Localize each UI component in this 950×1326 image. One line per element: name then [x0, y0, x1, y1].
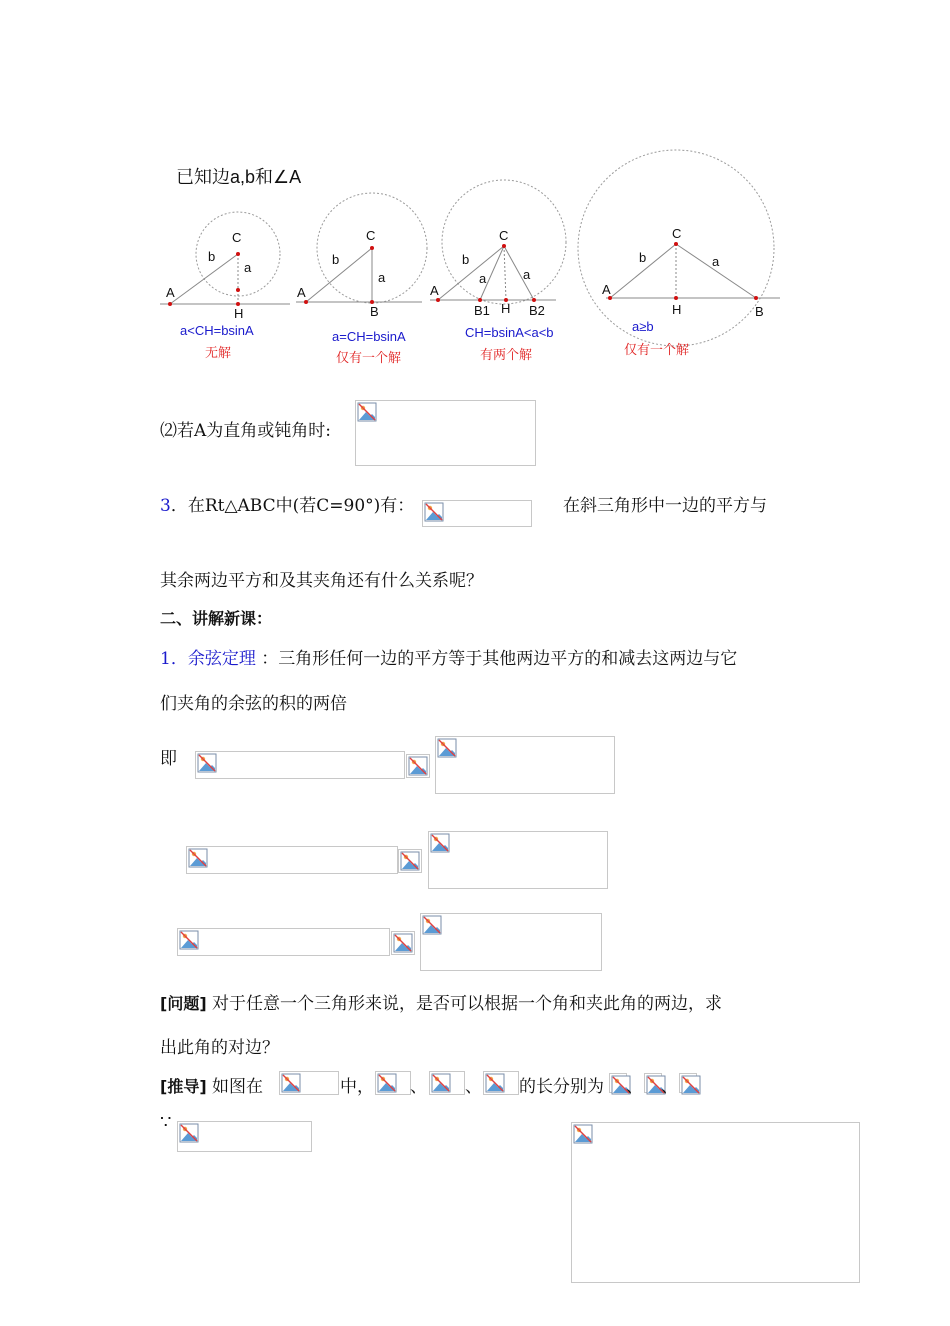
- theorem-line: [160, 644, 737, 669]
- item3-line: [160, 491, 414, 516]
- because-symbol: ∵: [160, 1112, 172, 1133]
- caption-case2-result: 仅有一个解: [336, 350, 402, 365]
- question-line: [160, 989, 722, 1014]
- triangle-figure-image: [571, 1122, 860, 1283]
- diagram-case1: [160, 230, 290, 321]
- label-C: C: [672, 226, 682, 241]
- formula-image: [186, 846, 398, 874]
- question-text: 对于任意一个三角形来说，是否可以根据一个角和夹此角的两边，求: [212, 994, 723, 1014]
- label-a1: a: [479, 271, 487, 286]
- label-A: A: [166, 285, 175, 300]
- derivation-text3: 的长分别为: [519, 1077, 604, 1097]
- item3-tail: 在斜三角形中一边的平方与: [563, 496, 767, 516]
- formula-image: [422, 500, 532, 527]
- triangle-cases-figure: [160, 140, 800, 380]
- question-tag: [问题]: [160, 994, 207, 1013]
- broken-image-icon: [573, 1124, 593, 1144]
- diagram-case3: [430, 228, 556, 318]
- caption-case2-condition: a=CH=bsinA: [332, 329, 406, 344]
- caption-case4-condition: a≥b: [632, 319, 654, 334]
- caption-case1-result: 无解: [205, 345, 232, 360]
- broken-image-icon: [179, 1123, 199, 1143]
- item3-text: ．在Rt△ABC中(若C=90°)有：: [170, 496, 415, 516]
- label-B2: B2: [529, 303, 545, 318]
- derivation-text1: 如图在: [212, 1077, 264, 1097]
- broken-image-icon: [408, 756, 428, 776]
- derivation-line: [160, 1072, 263, 1097]
- caption-case4-result: 仅有一个解: [624, 342, 690, 357]
- formula-image: [483, 1071, 519, 1095]
- label-B1: B1: [474, 303, 490, 318]
- figure-title: 已知边a,b和∠A: [176, 167, 302, 187]
- formula-image: [435, 736, 615, 794]
- broken-image-icon: [377, 1073, 397, 1093]
- formula-image: [429, 1071, 465, 1095]
- label-C: C: [499, 228, 509, 243]
- broken-image-icon: [437, 738, 457, 758]
- label-H: H: [234, 306, 244, 321]
- label-a2: a: [523, 267, 531, 282]
- ji-label: 即: [160, 749, 177, 769]
- caption-case3-result: 有两个解: [480, 347, 533, 362]
- formula-image: [355, 400, 536, 466]
- label-b: b: [639, 250, 647, 265]
- question-continuation: 出此角的对边？: [160, 1038, 279, 1058]
- diagram-case2: [296, 228, 422, 319]
- label-b: b: [332, 252, 340, 267]
- broken-image-icon: [430, 833, 450, 853]
- case2-line: ⑵若A为直角或钝角时:: [160, 421, 332, 441]
- caption-case1-condition: a<CH=bsinA: [180, 323, 254, 338]
- label-a: a: [712, 254, 720, 269]
- label-A: A: [297, 285, 306, 300]
- label-H: H: [501, 301, 511, 316]
- broken-image-icon: [485, 1073, 505, 1093]
- broken-image-icon: [422, 915, 442, 935]
- theorem-text: ：三角形任何一边的平方等于其他两边平方的和减去这两边与它: [261, 649, 738, 669]
- label-A: A: [430, 283, 439, 298]
- formula-image: [195, 751, 405, 779]
- label-A: A: [602, 282, 611, 297]
- item3-number: 3: [160, 496, 171, 516]
- formula-image: [375, 1071, 411, 1095]
- broken-image-icon: [400, 851, 420, 871]
- broken-image-icon: [431, 1073, 451, 1093]
- derivation-tag: [推导]: [160, 1077, 207, 1096]
- formula-image: [406, 754, 430, 778]
- formula-image: [177, 928, 390, 956]
- broken-image-icon: [393, 933, 413, 953]
- derivation-sep2: 、: [465, 1077, 482, 1097]
- theorem-dot: ．: [170, 649, 188, 669]
- theorem-continuation: 们夹角的余弦的积的两倍: [160, 694, 347, 714]
- broken-image-icon: [357, 402, 377, 422]
- formula-image: [398, 849, 422, 873]
- broken-image-icon: [197, 753, 217, 773]
- label-B: B: [755, 304, 764, 319]
- caption-case3-condition: CH=bsinA<a<b: [465, 325, 554, 340]
- derivation-sep1: 、: [410, 1077, 427, 1097]
- derivation-sep3: 、: [626, 1077, 643, 1097]
- broken-image-icon: [179, 930, 199, 950]
- derivation-sep4: 、: [661, 1077, 678, 1097]
- label-a: a: [378, 270, 386, 285]
- formula-image: [679, 1073, 697, 1093]
- formula-image: [420, 913, 602, 971]
- label-H: H: [672, 302, 682, 317]
- item3-continuation: 其余两边平方和及其夹角还有什么关系呢？: [160, 571, 483, 591]
- formula-image: [644, 1073, 662, 1093]
- theorem-name: 余弦定理: [187, 649, 256, 669]
- broken-image-icon: [188, 848, 208, 868]
- formula-image: [177, 1121, 312, 1152]
- label-B: B: [370, 304, 379, 319]
- formula-image: [428, 831, 608, 889]
- broken-image-icon: [281, 1073, 301, 1093]
- formula-image: [609, 1073, 627, 1093]
- label-b: b: [208, 249, 216, 264]
- derivation-text2: 中，: [340, 1077, 374, 1097]
- label-a: a: [244, 260, 252, 275]
- broken-image-icon: [424, 502, 444, 522]
- theorem-number: 1: [160, 649, 171, 669]
- diagram-case4: [602, 226, 780, 319]
- broken-image-icon: [681, 1075, 701, 1095]
- formula-image: [391, 931, 415, 955]
- label-b: b: [462, 252, 470, 267]
- section-heading: 二、讲解新课：: [160, 609, 273, 628]
- formula-image: [279, 1071, 339, 1095]
- label-C: C: [366, 228, 376, 243]
- label-C: C: [232, 230, 242, 245]
